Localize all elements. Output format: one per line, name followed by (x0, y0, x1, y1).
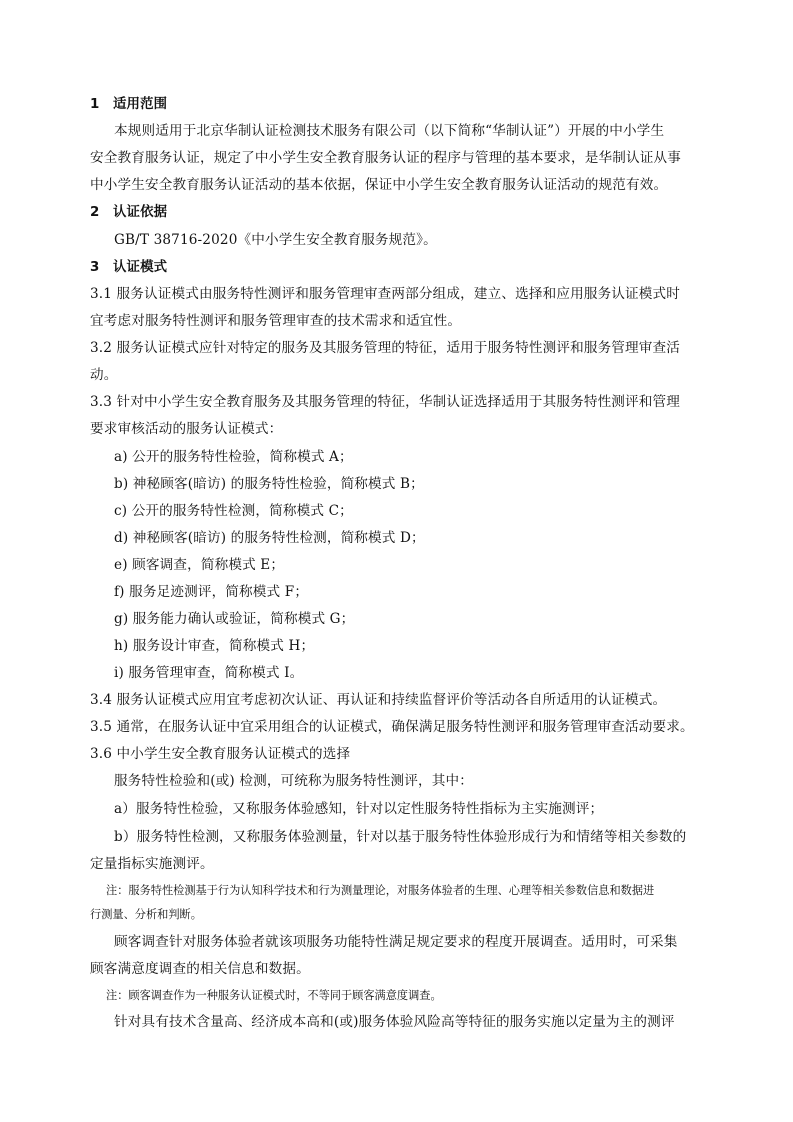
mode-item-h: h) 服务设计审查，简称模式 H； (114, 638, 315, 654)
section-2-heading: 2 认证依据 (90, 205, 168, 220)
mode-item-i: i) 服务管理审查，简称模式 I。 (114, 665, 304, 681)
note-1-line-2: 行测量、分析和判断。 (90, 908, 202, 921)
customer-survey-line-2: 顾客满意度调查的相关信息和数据。 (90, 961, 310, 977)
clause-3-6-item-b-line-2: 定量指标实施测评。 (90, 856, 214, 872)
clause-3-2-line-1: 3.2 服务认证模式应针对特定的服务及其服务管理的特征，适用于服务特性测评和服务管理审查活 (90, 340, 681, 356)
clause-3-2-line-2: 动。 (90, 367, 118, 383)
section-1-line-3: 中小学生安全教育服务认证活动的基本依据，保证中小学生安全教育服务认证活动的规范有效。 (90, 177, 668, 193)
note-1-line-1: 注：服务特性检测基于行为认知科学技术和行为测量理论，对服务体验者的生理、心理等相关参数信息和数据进 (106, 884, 655, 897)
clause-3-1-line-2: 宜考虑对服务特性测评和服务管理审查的技术需求和适宜性。 (90, 313, 462, 329)
clause-3-3-line-1: 3.3 针对中小学生安全教育服务及其服务管理的特征，华制认证选择适用于其服务特性测评和管理 (90, 394, 681, 410)
section-1-line-2: 安全教育服务认证，规定了中小学生安全教育服务认证的程序与管理的基本要求，是华制认证从事 (90, 150, 681, 166)
customer-survey-line-1: 顾客调查针对服务体验者就该项服务功能特性满足规定要求的程度开展调查。适用时，可采集 (114, 934, 678, 950)
mode-item-b: b) 神秘顾客(暗访) 的服务特性检验，简称模式 B； (114, 476, 424, 492)
mode-item-c: c) 公开的服务特性检测，简称模式 C； (114, 503, 353, 519)
mode-item-f: f) 服务足迹测评，简称模式 F； (114, 584, 309, 600)
section-2-line-1: GB/T 38716-2020《中小学生安全教育服务规范》。 (114, 232, 437, 248)
mode-item-d: d) 神秘顾客(暗访) 的服务特性检测，简称模式 D； (114, 530, 425, 546)
mode-item-a: a) 公开的服务特性检验，简称模式 A； (114, 449, 353, 465)
mode-item-e: e) 顾客调查，简称模式 E； (114, 557, 285, 573)
clause-3-5: 3.5 通常，在服务认证中宜采用组合的认证模式，确保满足服务特性测评和服务管理审查活动要求。 (90, 719, 694, 735)
section-1-heading: 1 适用范围 (90, 97, 168, 112)
section-3-heading: 3 认证模式 (90, 260, 168, 275)
last-line: 针对具有技术含量高、经济成本高和(或)服务体验风险高等特征的服务实施以定量为主的测评 (114, 1014, 675, 1030)
note-2: 注：顾客调查作为一种服务认证模式时，不等同于顾客满意度调查。 (106, 989, 442, 1002)
clause-3-4: 3.4 服务认证模式应用宜考虑初次认证、再认证和持续监督评价等活动各自所适用的认证模式。 (90, 692, 667, 708)
clause-3-6-intro: 服务特性检验和(或) 检测，可统称为服务特性测评，其中： (114, 773, 473, 789)
clause-3-3-line-2: 要求审核活动的服务认证模式： (90, 421, 283, 437)
clause-3-6-item-b-line-1: b）服务特性检测，又称服务体验测量，针对以基于服务特性体验形成行为和情绪等相关参数的 (114, 829, 687, 845)
mode-item-g: g) 服务能力确认或验证，简称模式 G； (114, 611, 355, 627)
clause-3-6-title: 3.6 中小学生安全教育服务认证模式的选择 (90, 746, 351, 762)
clause-3-1-line-1: 3.1 服务认证模式由服务特性测评和服务管理审查两部分组成，建立、选择和应用服务认证模式时 (90, 286, 681, 302)
clause-3-6-item-a: a）服务特性检验，又称服务体验感知，针对以定性服务特性指标为主实施测评； (114, 801, 604, 817)
section-1-line-1: 本规则适用于北京华制认证检测技术服务有限公司（以下简称“华制认证”）开展的中小学生 (114, 123, 665, 139)
